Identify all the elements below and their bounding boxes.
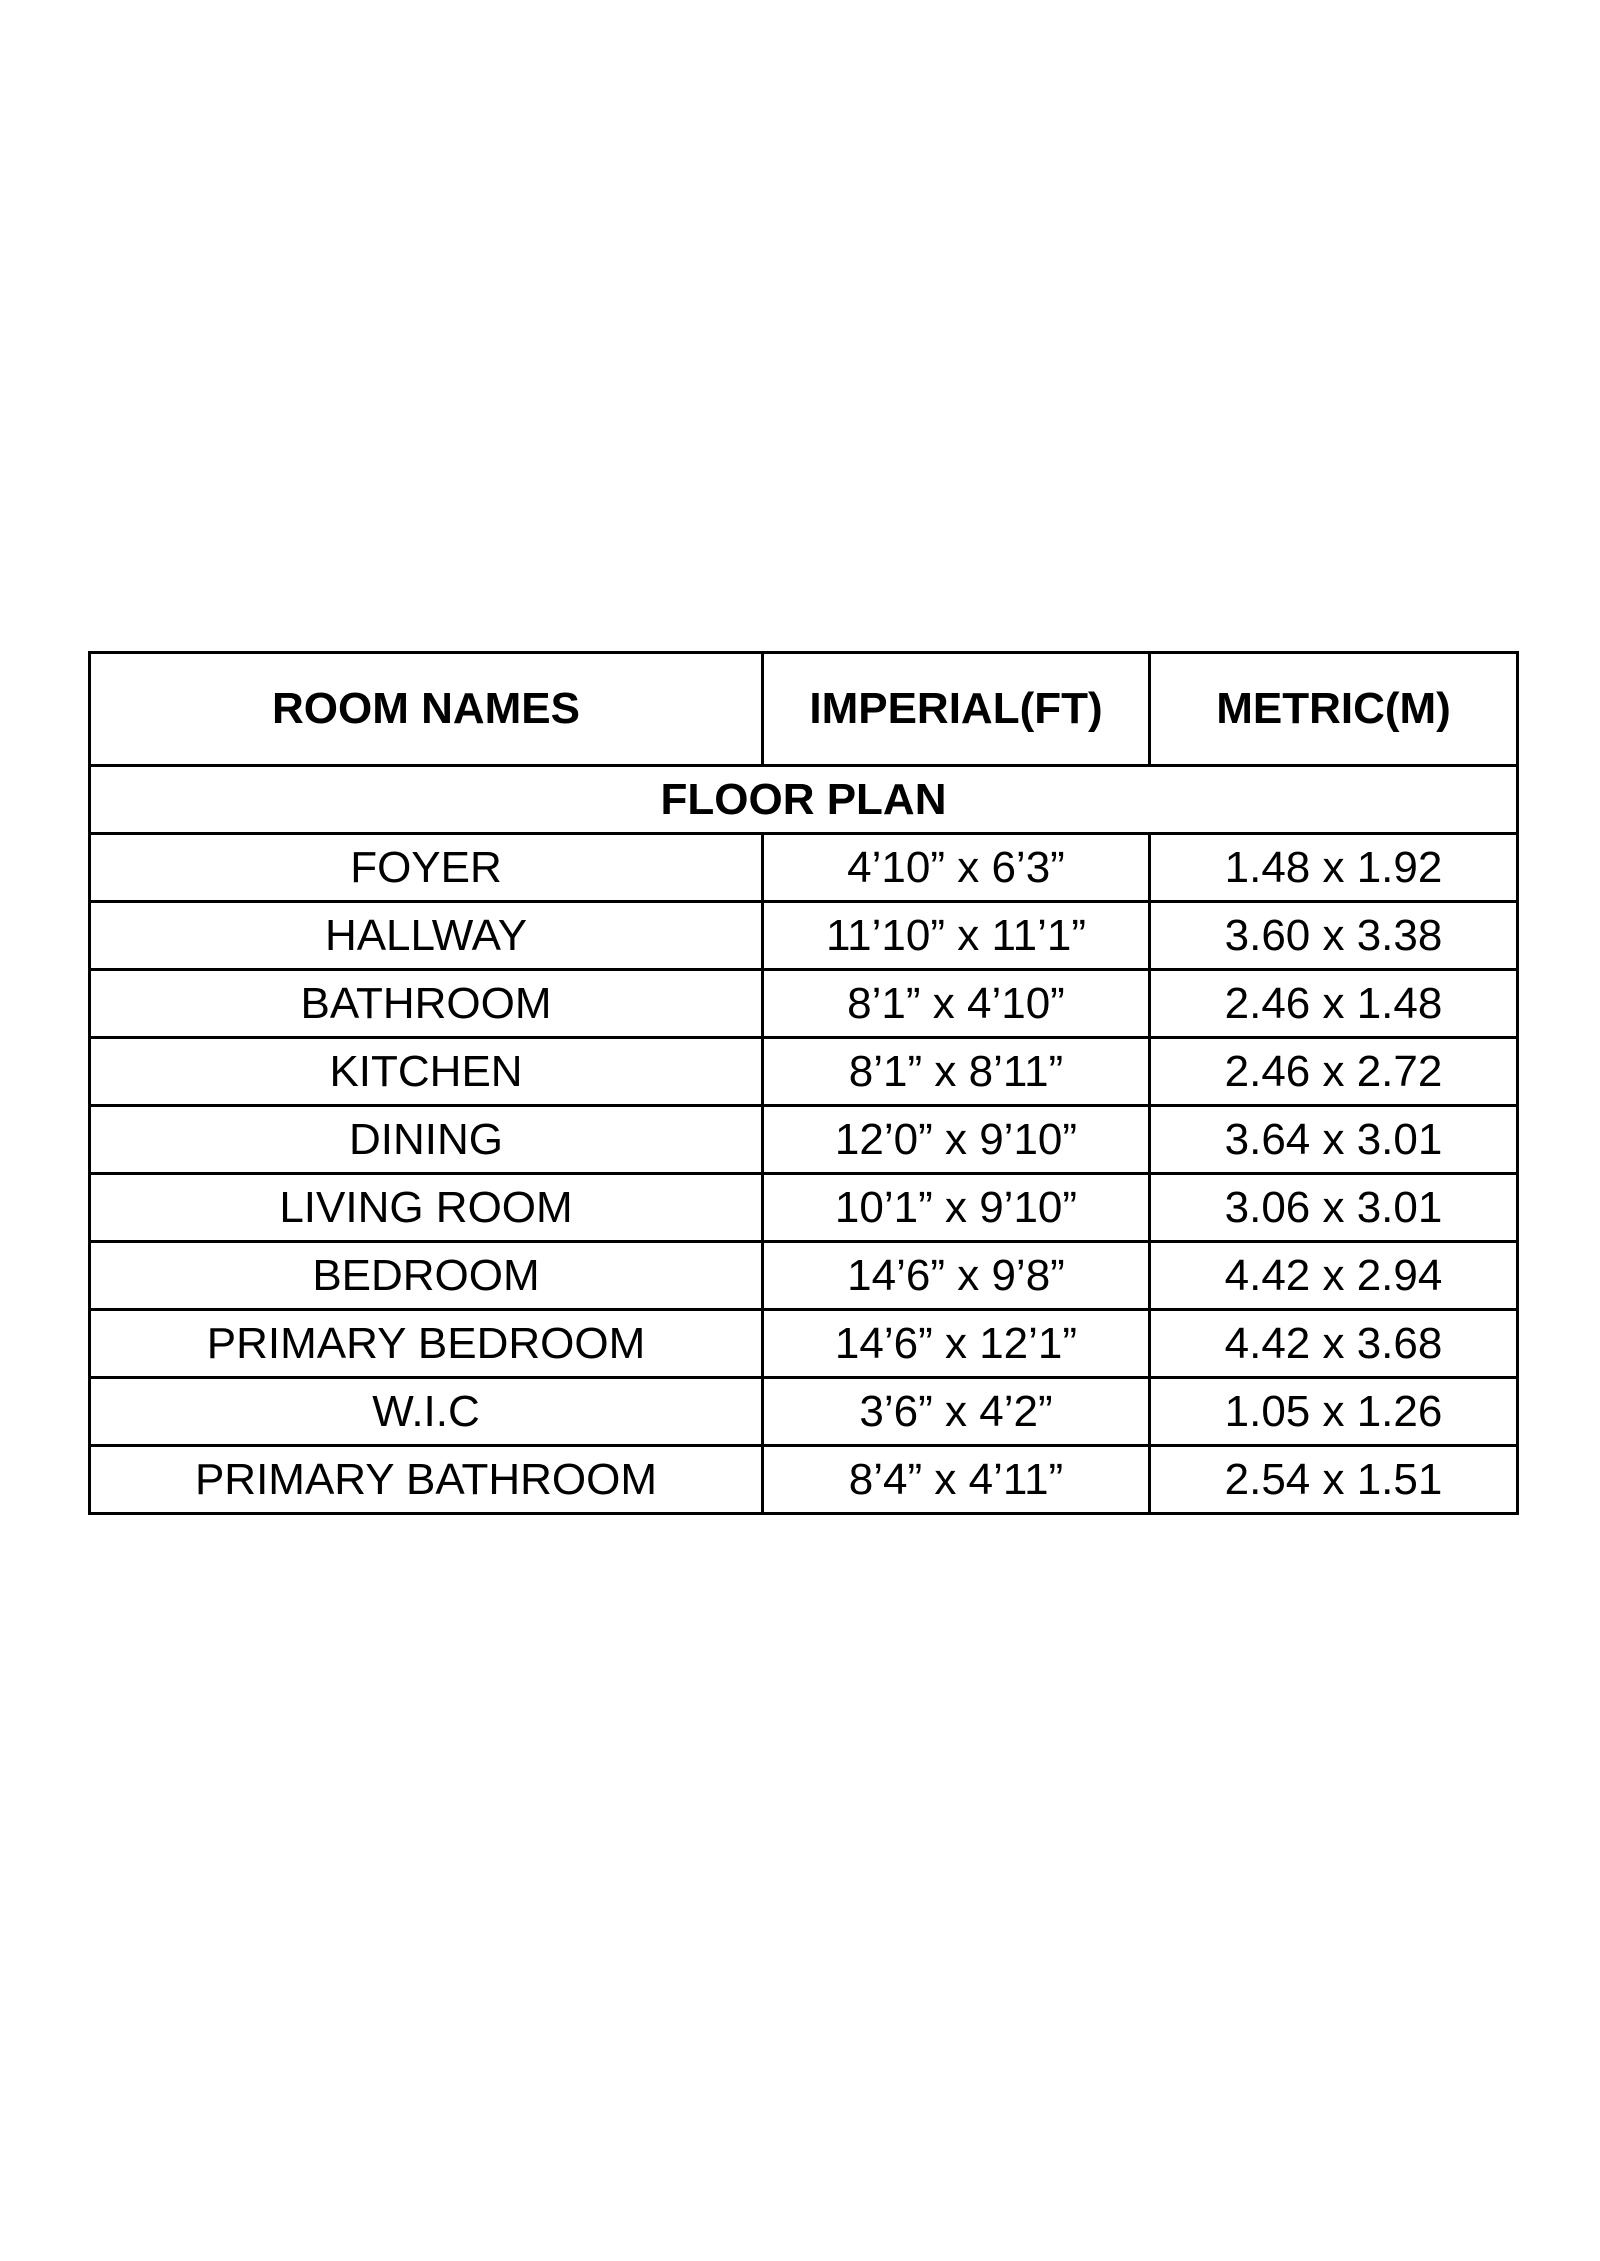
metric-size-cell: 1.48 x 1.92 <box>1150 834 1518 902</box>
room-name-cell: KITCHEN <box>90 1038 763 1106</box>
table-row <box>90 1446 1518 1514</box>
room-name-cell: W.I.C <box>90 1378 763 1446</box>
room-name-cell: PRIMARY BATHROOM <box>90 1446 763 1514</box>
table-row <box>90 1106 1518 1174</box>
header-imperial: IMPERIAL(FT) <box>763 653 1150 766</box>
header-metric: METRIC(M) <box>1150 653 1518 766</box>
section-title-floor-plan: FLOOR PLAN <box>90 766 1518 834</box>
table-row <box>90 1378 1518 1446</box>
room-name-cell: PRIMARY BEDROOM <box>90 1310 763 1378</box>
header-room-names: ROOM NAMES <box>90 653 763 766</box>
imperial-size-cell: 8’4” x 4’11” <box>763 1446 1150 1514</box>
table-row <box>90 1038 1518 1106</box>
imperial-size-cell: 3’6” x 4’2” <box>763 1378 1150 1446</box>
room-name-cell: HALLWAY <box>90 902 763 970</box>
imperial-size-cell: 8’1” x 4’10” <box>763 970 1150 1038</box>
room-name-cell: BEDROOM <box>90 1242 763 1310</box>
metric-size-cell: 3.64 x 3.01 <box>1150 1106 1518 1174</box>
table-row <box>90 902 1518 970</box>
imperial-size-cell: 14’6” x 12’1” <box>763 1310 1150 1378</box>
imperial-size-cell: 10’1” x 9’10” <box>763 1174 1150 1242</box>
imperial-size-cell: 14’6” x 9’8” <box>763 1242 1150 1310</box>
section-row <box>90 766 1518 834</box>
metric-size-cell: 4.42 x 2.94 <box>1150 1242 1518 1310</box>
metric-size-cell: 2.46 x 2.72 <box>1150 1038 1518 1106</box>
room-name-cell: DINING <box>90 1106 763 1174</box>
room-name-cell: LIVING ROOM <box>90 1174 763 1242</box>
table-row <box>90 1242 1518 1310</box>
table-row <box>90 834 1518 902</box>
imperial-size-cell: 12’0” x 9’10” <box>763 1106 1150 1174</box>
table-row <box>90 1310 1518 1378</box>
metric-size-cell: 3.60 x 3.38 <box>1150 902 1518 970</box>
metric-size-cell: 2.46 x 1.48 <box>1150 970 1518 1038</box>
metric-size-cell: 4.42 x 3.68 <box>1150 1310 1518 1378</box>
metric-size-cell: 3.06 x 3.01 <box>1150 1174 1518 1242</box>
room-dimensions-table <box>88 651 1519 1515</box>
table-row <box>90 1174 1518 1242</box>
room-name-cell: BATHROOM <box>90 970 763 1038</box>
metric-size-cell: 1.05 x 1.26 <box>1150 1378 1518 1446</box>
imperial-size-cell: 11’10” x 11’1” <box>763 902 1150 970</box>
header-row <box>90 653 1518 766</box>
room-name-cell: FOYER <box>90 834 763 902</box>
imperial-size-cell: 8’1” x 8’11” <box>763 1038 1150 1106</box>
room-dimensions-sheet <box>88 651 1516 1515</box>
imperial-size-cell: 4’10” x 6’3” <box>763 834 1150 902</box>
metric-size-cell: 2.54 x 1.51 <box>1150 1446 1518 1514</box>
table-row <box>90 970 1518 1038</box>
